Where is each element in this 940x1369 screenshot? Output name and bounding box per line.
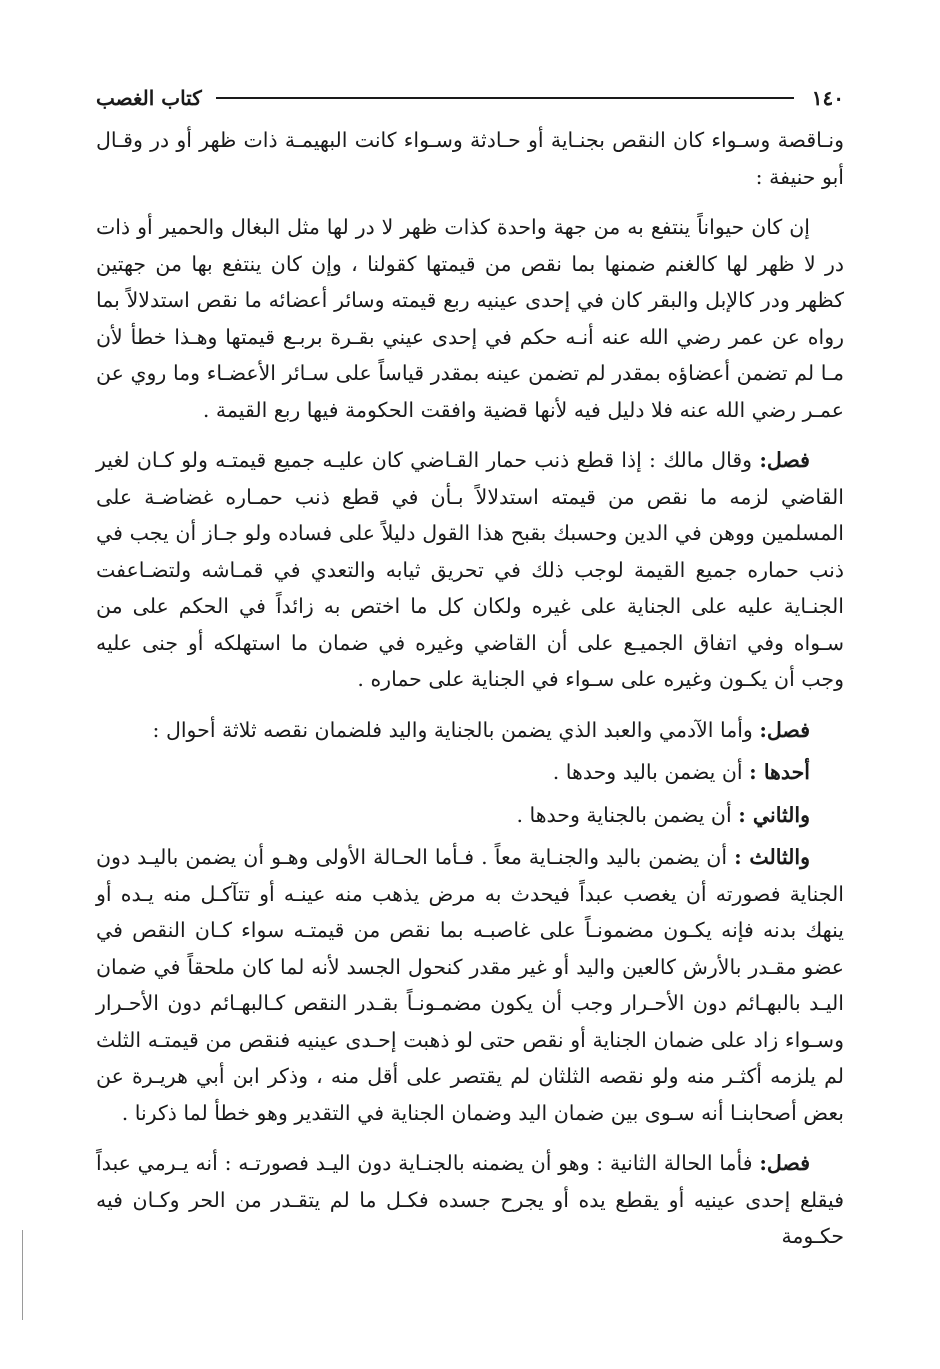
paragraph-fasl-second-state — [96, 1145, 844, 1255]
section-label: فصل: — [759, 717, 810, 742]
paragraph-third-case — [96, 839, 844, 1131]
case-label: والثالث : — [734, 845, 810, 869]
paragraph-text: ونـاقصة وسـواء كان النقص بجنـاية أو حـادثة وسـواء كانت البهيمـة ذات ظهر أو در وقـال أبو حنيفة : — [96, 128, 844, 189]
header-rule — [216, 97, 794, 99]
paragraph-fasl-adami — [96, 712, 844, 749]
case-label: والثاني : — [738, 802, 810, 827]
paragraph-text: فأما الحالة الثانية : وهو أن يضمنه بالجنـاية دون اليـد فصورتـه : أنه يـرمي عبداً فيقلع إحدى عينيه أو يقطع يده أو يجرح جسده فكـل ما لم يتقـدر من الحر وكـان فيه حكـومة — [96, 1151, 844, 1248]
page-number: ١٤٠ — [811, 86, 844, 110]
paragraph-abu-hanifa — [96, 209, 844, 428]
paragraph-fasl-malik — [96, 442, 844, 698]
paragraph-text: أن يضمن باليد والجنـاية معاً . فـأما الحـالة الأولى وهـو أن يضمن باليـد دون الجناية فصورته أن يغصب عبداً فيحدث به مرض يذهب منه عينـه أو تتآكـل منه يـده أو ينهك بدنه فإنه يكـون مضمونـاً على غاصبـه بما نقص من قيمتـه سواء كـان النقص في عضو مقـدر بالأرش كالعين واليد أو غير مقدر كنحول الجسد لأنه لما كان ملحقاً في ضمان اليـد بالبهـائم دون الأحـرار وجب أن يكون مضمـونـاً بقـدر النقص كـالبهـائم دون الأحـرار وسـواء زاد على ضمان الجناية أو نقص حتى لو ذهبت إحـدى عينيه فنقص من قيمتـه الثلث لم يلزمه أكثـر منه ولو نقصه الثلثان لم يقتصر على أقل منه ، وذكر ابن أبي هريـرة عن بعض أصحابنـا أنه سـوى بين ضمان اليد وضمان الجناية في التقدير وهو خطأ لما ذكرنا . — [96, 845, 844, 1125]
book-title: كتاب الغصب — [96, 86, 202, 110]
paragraph-continuation — [96, 122, 844, 195]
paragraph-text: إن كان حيواناً ينتفع به من جهة واحدة كذات ظهر لا در لها مثل البغال والحمير أو ذات در لا ظهر لها كالغنم ضمنها بما نقص من قيمتها كقولنا ، وإن كان ينتفع بها من جهتين كظهر ودر كالإبل والبقر كان في إحدى عينيه ربع قيمته وسائر أعضائه ما نقص استدلالاً بما رواه عن عمر رضي الله عنه أنـه حكم في إحدى عيني بقـرة بربـع قيمتها وهـذا خطأ لأن مـا لم تضمن أعضاؤه بمقدر لم تضمن عينه بمقدر قياساً على سـائر الأعضـاء وما روي عن عمـر رضي الله عنه فلا دليل فيه لأنها قضية وافقت الحكومة فيها ربع القيمة . — [96, 215, 844, 422]
case-label: أحدها : — [749, 760, 810, 784]
margin-line — [22, 1230, 23, 1320]
paragraph-text: وقال مالك : إذا قطع ذنب حمار القـاضي كان عليـه جميع قيمتـه ولو كـان لغير القاضي لزمه ما نقص من قيمته استدلالاً بـأن في قطع ذنب حمـاره غضاضـة على المسلمين ووهن في الدين وحسبك بقبح هذا القول دليلاً على فساده ولو جـاز أن يجب في ذنب حماره جميع القيمة لوجب ذلك في تحريق ثيابه والتعدي في قمـاشه ولتضـاعفت الجنـاية عليه على الجناية على غيره ولكان كل ما اختص به زائداً في الحكم على من سـواه وفي اتفاق الجميـع على أن القاضي وغيره في ضمان ما استهلكه أو جنى عليه وجب أن يكـون وغيره على سـواء في الجناية على حماره . — [96, 448, 844, 691]
paragraph-first-case — [96, 754, 844, 791]
paragraph-text: أن يضمن باليد وحدها . — [552, 760, 743, 784]
paragraph-second-case — [96, 797, 844, 834]
running-header — [96, 78, 844, 118]
paragraph-text: أن يضمن بالجناية وحدها . — [516, 802, 732, 827]
paragraph-text: وأما الآدمي والعبد الذي يضمن بالجناية واليد فلضمان نقصه ثلاثة أحوال : — [152, 717, 753, 742]
section-label: فصل: — [759, 448, 810, 472]
section-label: فصل: — [759, 1151, 810, 1175]
